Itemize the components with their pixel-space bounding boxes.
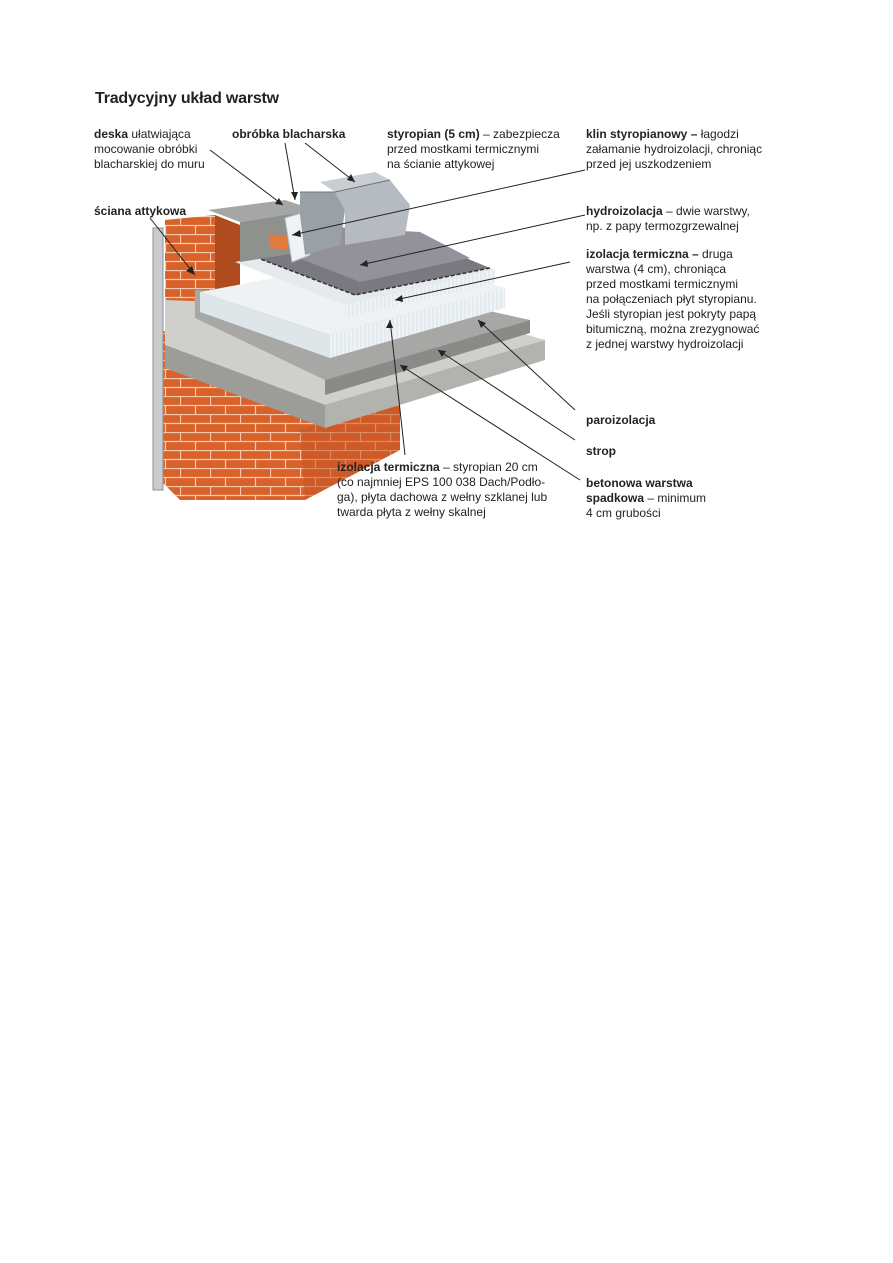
label-izol2: izolacja termiczna – druga warstwa (4 cm), chroniąca przed mostkami termicznymi na połączeniach płyt styropianu. Jeśli styropian jest pokryty papą bitumiczną, można zrezygnować z jednej warstwy hydroizolacji <box>586 247 760 351</box>
page-title: Tradycyjny układ warstw <box>95 90 279 107</box>
wall-edge-strip <box>153 228 163 490</box>
label-sciana: ściana attykowa <box>94 204 187 218</box>
label-klin: klin styropianowy – łagodzi załamanie hydroizolacji, chroniąc przed jej uszkodzeniem <box>586 127 763 171</box>
label-hydro: hydroizolacja – dwie warstwy, np. z papy termozgrzewalnej <box>586 204 750 233</box>
label-beton: betonowa warstwa spadkowa – minimum 4 cm grubości <box>586 476 707 520</box>
label-obrobka: obróbka blacharska <box>232 127 346 141</box>
pointer-deska <box>210 150 283 205</box>
label-styropian5: styropian (5 cm) – zabezpiecza przed mostkami termicznymi na ścianie attykowej <box>387 127 560 171</box>
pointer-styropian5 <box>305 143 355 182</box>
label-paro: paroizolacja <box>586 413 656 427</box>
label-strop: strop <box>586 444 616 458</box>
label-izol1: izolacja termiczna – styropian 20 cm (co najmniej EPS 100 038 Dach/Podło- ga), płyta dachowa z wełny szklanej lub twarda płyta z wełny skalnej <box>337 460 548 519</box>
label-deska: deska ułatwiająca mocowanie obróbki blacharskiej do muru <box>94 127 205 171</box>
pointer-obrobka <box>285 143 295 200</box>
